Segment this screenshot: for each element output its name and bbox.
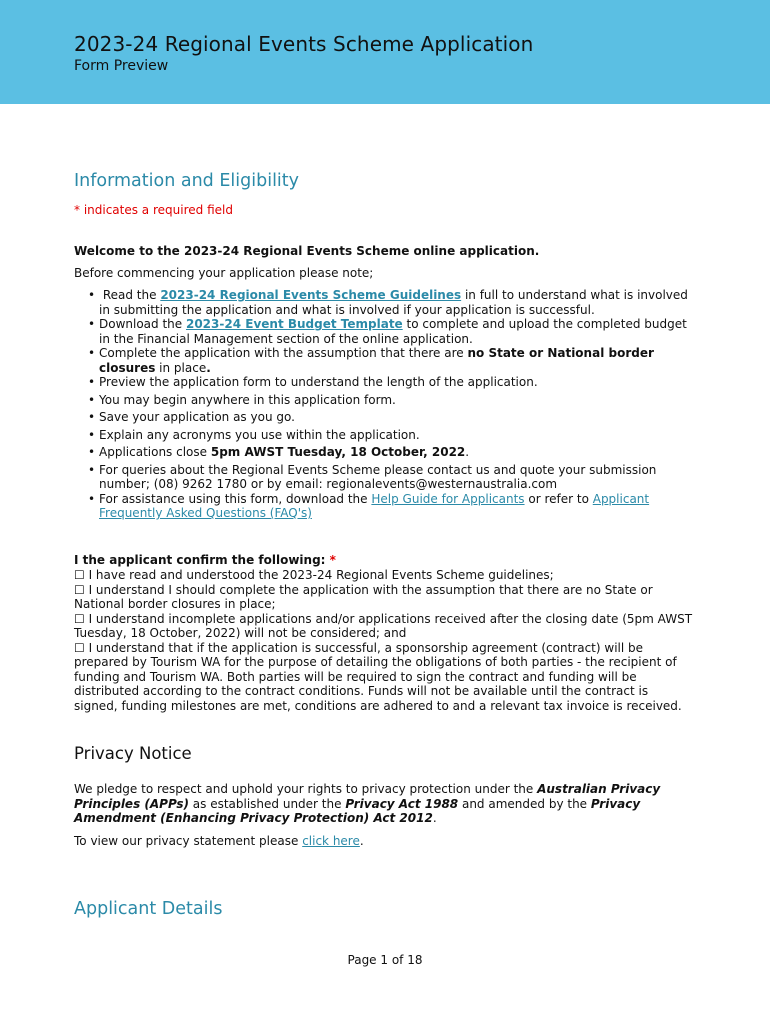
list-item: • Explain any acronyms you use within the application. (88, 427, 420, 442)
list-item: • For queries about the Regional Events Scheme please contact us and quote your submission number; (08) 9262 1780 or by email: regionalevents@westernaustralia.com (88, 462, 657, 491)
list-item: • Preview the application form to understand the length of the application. (88, 375, 538, 389)
confirm-list (74, 568, 694, 713)
before-text: Before commencing your application please note; (74, 266, 374, 280)
section-title-information: Information and Eligibility (74, 171, 300, 191)
faq-link[interactable]: Applicant Frequently Asked Questions (FAQ's) (99, 491, 650, 520)
required-star: * (329, 553, 336, 567)
page-header (0, 0, 770, 104)
help-guide-link[interactable]: Help Guide for Applicants (371, 491, 525, 506)
confirm-item[interactable]: ☐ I have read and understood the 2023-24 Regional Events Scheme guidelines; (74, 568, 554, 582)
section-title-applicant: Applicant Details (74, 899, 223, 919)
confirm-item[interactable]: ☐ I understand that if the application is successful, a sponsorship agreement (contract) will be prepared by Tourism WA for the purpose of detailing the obligations of both parties - the recipient of funding and Tourism WA. Both parties will be required to sign the contract and funding will be distributed according to the contract conditions. Funds will not be available until the contract is signed, funding milestones are met, conditions are adhered to and a relevant tax invoice is received. (74, 640, 682, 713)
page-number: Page 1 of 18 (347, 953, 423, 967)
welcome-text: Welcome to the 2023-24 Regional Events Scheme online application. (74, 244, 540, 258)
form-title: 2023-24 Regional Events Scheme Application (74, 32, 534, 56)
privacy-statement-text: To view our privacy statement please click here. (74, 834, 364, 848)
list-item: • Applications close 5pm AWST Tuesday, 18 October, 2022. (88, 445, 470, 459)
list-item: • Download the 2023-24 Event Budget Template to complete and upload the completed budget in the Financial Management section of the online application. (88, 317, 687, 346)
list-item: • You may begin anywhere in this application form. (88, 392, 396, 407)
budget-template-link[interactable]: 2023-24 Event Budget Template (185, 317, 403, 331)
confirm-item[interactable]: ☐ I understand I should complete the application with the assumption that there are no State or National border closures in place; (74, 582, 653, 611)
list-item: • For assistance using this form, download the Help Guide for Applicants or refer to Applicant Frequently Asked Questions (FAQ's) (88, 491, 650, 520)
confirm-item[interactable]: ☐ I understand incomplete applications and/or applications received after the closing date (5pm AWST Tuesday, 18 October, 2022) will not be considered; and (74, 611, 693, 640)
list-item: • Read the 2023-24 Regional Events Scheme Guidelines in full to understand what is involved in submitting the application and what is involved if your application is successful. (88, 288, 688, 317)
form-subtitle: Form Preview (74, 58, 169, 74)
section-title-privacy: Privacy Notice (74, 744, 192, 763)
list-item: • Save your application as you go. (88, 410, 295, 424)
guidelines-link[interactable]: 2023-24 Regional Events Scheme Guidelines (160, 288, 462, 302)
privacy-link[interactable]: click here (302, 834, 360, 848)
notes-list (88, 288, 688, 521)
required-field-note: * indicates a required field (74, 203, 233, 217)
confirm-heading: I the applicant confirm the following: * (74, 553, 336, 567)
list-item: • Complete the application with the assumption that there are no State or National border closures in place. (88, 346, 654, 375)
privacy-paragraph: We pledge to respect and uphold your rights to privacy protection under the Australian Privacy Principles (APPs) as established under the Privacy Act 1988 and amended by the Privacy Amendment (Enhancing Privacy Protection) Act 2012. (74, 782, 661, 826)
